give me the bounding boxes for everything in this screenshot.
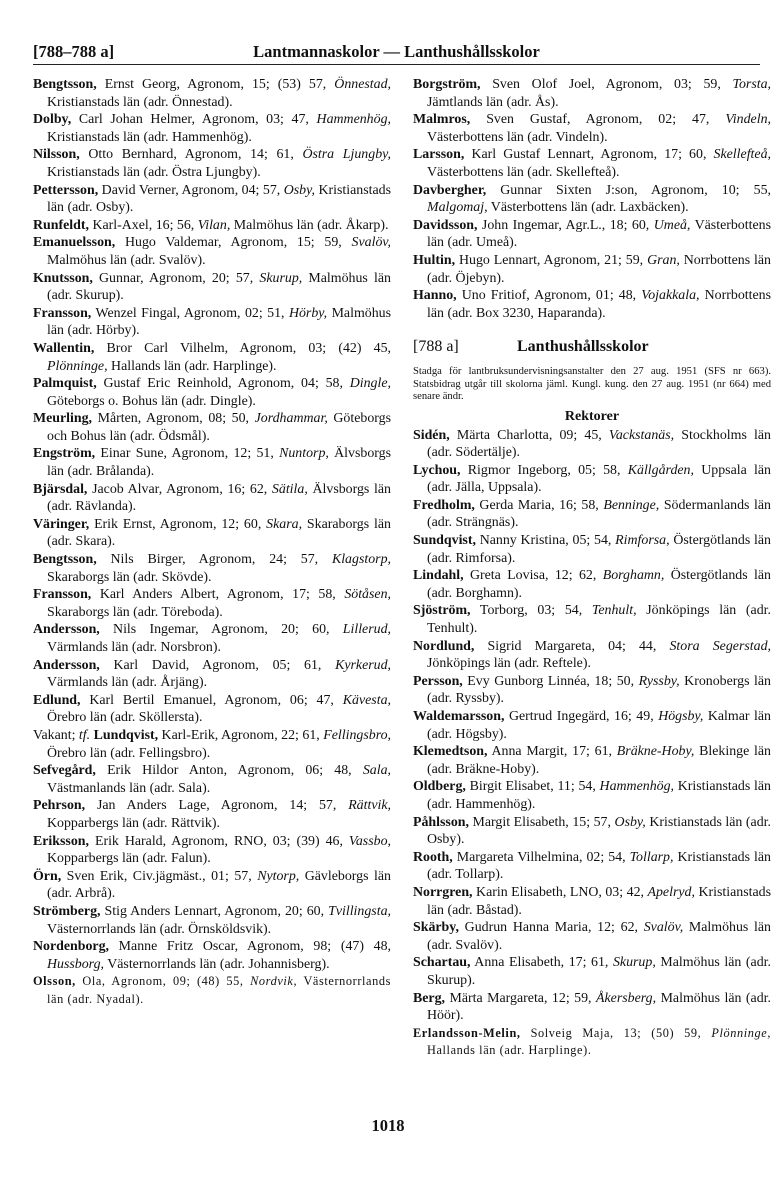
entry-place: Vassbo, bbox=[348, 833, 391, 849]
entry-address: Kopparbergs län (adr. Rättvik). bbox=[47, 815, 220, 831]
entry-details: Hugo Valdemar, Agronom, 15; 59, bbox=[115, 235, 352, 251]
entry-place: Tollarp, bbox=[629, 849, 674, 865]
entry-address: Malmöhus län (adr. Hörby). bbox=[47, 305, 391, 339]
entry-name: Bengtsson, bbox=[33, 77, 97, 92]
entry-place: Vackstanäs, bbox=[608, 427, 675, 443]
entry-name: Runfeldt, bbox=[33, 217, 89, 233]
entry-place: Tvillingsta, bbox=[328, 903, 391, 919]
list-item bbox=[33, 217, 391, 235]
list-item bbox=[33, 938, 391, 973]
entry-name: Edlund, bbox=[33, 692, 81, 708]
entry-address: Västernorrlands län (adr. Örnsköldsvik). bbox=[47, 921, 272, 937]
entry-name: Waldemarsson, bbox=[413, 709, 505, 725]
entry-name: Larsson, bbox=[413, 147, 465, 163]
entry-place: Fellingsbro, bbox=[323, 727, 392, 743]
entry-name: Oldberg, bbox=[413, 779, 466, 795]
entry-address: Kristianstads län (adr. Osby). bbox=[427, 814, 771, 848]
entry-address: Kristianstads län (adr. Hammenhög). bbox=[47, 129, 252, 145]
entry-name: Engström, bbox=[33, 446, 96, 462]
list-item bbox=[33, 76, 391, 111]
list-item bbox=[33, 586, 391, 621]
list-item bbox=[413, 217, 771, 252]
list-item bbox=[33, 973, 391, 1008]
list-item bbox=[33, 445, 391, 480]
entry-place: Nuntorp, bbox=[279, 446, 329, 462]
entry-details: Stig Anders Lennart, Agronom, 20; 60, bbox=[100, 903, 329, 919]
entry-address: Södermanlands län (adr. Strängnäs). bbox=[427, 497, 771, 531]
entry-name: Nordenborg, bbox=[33, 939, 110, 955]
entry-address: Jämtlands län (adr. Ås). bbox=[427, 94, 559, 110]
list-item bbox=[413, 111, 771, 146]
entry-details: Anna Elisabeth, 17; 61, bbox=[470, 955, 613, 971]
entry-place: Borghamn, bbox=[602, 568, 665, 584]
entry-details: Greta Lovisa, 12; 62, bbox=[463, 568, 603, 584]
entry-address: Värmlands län (adr. Norsbron). bbox=[47, 640, 221, 655]
entry-name: Fransson, bbox=[33, 587, 92, 603]
entry-address: Kristianstads län (adr. Osby). bbox=[47, 182, 391, 216]
list-item bbox=[413, 778, 771, 813]
entry-details: Einar Sune, Agronom, 12; 51, bbox=[95, 446, 280, 462]
entry-place: Nytorp, bbox=[257, 868, 300, 884]
entry-name: Malmros, bbox=[413, 112, 471, 128]
entry-name: Borgström, bbox=[413, 77, 481, 92]
list-item bbox=[413, 497, 771, 532]
list-item bbox=[33, 146, 391, 181]
entry-name: Schartau, bbox=[413, 955, 471, 971]
entry-details: Anna Margit, 17; 61, bbox=[487, 744, 617, 760]
entry-address: Malmöhus län (adr. Skurup). bbox=[47, 270, 391, 304]
entry-details: Torborg, 03; 54, bbox=[470, 603, 592, 619]
page-number: 1018 bbox=[371, 1116, 405, 1135]
entry-place: Svalöv, bbox=[351, 235, 391, 251]
left-column bbox=[33, 76, 391, 1008]
entry-place: Torsta, bbox=[732, 77, 771, 92]
entry-name: Skärby, bbox=[413, 920, 459, 936]
entry-details: David Verner, Agronom, 04; 57, bbox=[98, 182, 284, 198]
entry-details: Gunnar, Agronom, 20; 57, bbox=[92, 270, 260, 286]
entry-details: Evy Gunborg Linnéa, 18; 50, bbox=[462, 673, 639, 689]
entry-place: Stora Segerstad, bbox=[669, 638, 771, 654]
entry-name: Fransson, bbox=[33, 305, 92, 321]
entry-details: John Ingemar, Agr.L., 18; 60, bbox=[477, 217, 654, 233]
entry-name: Lychou, bbox=[413, 462, 461, 478]
list-item bbox=[413, 708, 771, 743]
entry-details: Carl Johan Helmer, Agronom, 03; 47, bbox=[71, 112, 317, 128]
right-column bbox=[413, 76, 771, 1060]
entry-place: Skara, bbox=[266, 516, 303, 532]
entry-address: Västerbottens län (adr. Skellefteå). bbox=[427, 164, 620, 180]
entry-details: Uno Fritiof, Agronom, 01; 48, bbox=[456, 288, 642, 304]
entry-address: Älvsborgs län (adr. Brålanda). bbox=[47, 446, 391, 480]
entry-name: Fredholm, bbox=[413, 497, 475, 513]
entry-name: Pettersson, bbox=[33, 182, 99, 198]
entry-place: Sala, bbox=[362, 763, 391, 779]
list-item bbox=[33, 270, 391, 305]
entry-place: Apelryd, bbox=[647, 884, 695, 900]
entry-name: Påhlsson, bbox=[413, 814, 469, 830]
entry-details: Ernst Georg, Agronom, 15; (53) 57, bbox=[96, 77, 335, 92]
entry-details: Märta Margareta, 12; 59, bbox=[445, 990, 597, 1006]
list-item bbox=[33, 551, 391, 586]
entry-place: Hörby, bbox=[288, 305, 328, 321]
entry-details: Solveig Maja, 13; (50) 59, bbox=[520, 1025, 712, 1040]
entry-name: Erlandsson-Melin, bbox=[413, 1025, 521, 1040]
entry-details: Karl-Erik, Agronom, 22; 61, bbox=[158, 727, 324, 743]
entry-address: Jönköpings län (adr. Reftele). bbox=[427, 656, 591, 672]
list-item bbox=[413, 182, 771, 217]
entry-place: Osby, bbox=[283, 182, 315, 198]
entry-address: Norrbottens län (adr. Öjebyn). bbox=[427, 252, 771, 286]
list-item bbox=[33, 375, 391, 410]
entry-place: Osby, bbox=[614, 814, 646, 830]
list-item bbox=[33, 833, 391, 868]
entry-place: Plönninge, bbox=[711, 1025, 771, 1040]
entry-details: Jacob Alvar, Agronom, 16; 62, bbox=[87, 481, 272, 497]
entry-address: Malmöhus län (adr. Åkarp). bbox=[230, 217, 389, 233]
entry-address: Hallands län (adr. Harplinge). bbox=[427, 1043, 592, 1058]
entry-address: Västerbottens län (adr. Vindeln). bbox=[427, 129, 608, 145]
entry-place: Umeå, bbox=[653, 217, 691, 233]
entry-place: Benninge, bbox=[603, 497, 660, 513]
entry-details: Jan Anders Lage, Agronom, 14; 57, bbox=[85, 798, 349, 814]
entry-address: Skaraborgs län (adr. Skara). bbox=[47, 516, 391, 550]
list-item bbox=[33, 234, 391, 269]
entry-place: Klagstorp, bbox=[331, 552, 391, 568]
entry-name: Nordlund, bbox=[413, 638, 475, 654]
entry-place: Källgården, bbox=[627, 462, 694, 478]
entry-address: Värmlands län (adr. Årjäng). bbox=[47, 675, 208, 691]
entry-details: Otto Bernhard, Agronom, 14; 61, bbox=[79, 147, 303, 163]
list-item bbox=[413, 462, 771, 497]
agronomist-list-continued bbox=[413, 76, 771, 322]
entry-details: Gudrun Hanna Maria, 12; 62, bbox=[458, 920, 644, 936]
entry-details: Hugo Lennart, Agronom, 21; 59, bbox=[455, 252, 648, 268]
entry-name: Lindahl, bbox=[413, 568, 464, 584]
entry-name: Hanno, bbox=[413, 288, 457, 304]
entry-place: Östra Ljungby, bbox=[302, 147, 392, 163]
entry-details: Erik Ernst, Agronom, 12; 60, bbox=[89, 516, 267, 532]
entry-name: Nilsson, bbox=[33, 147, 80, 163]
entry-name: Davbergher, bbox=[413, 182, 487, 198]
entry-prefix: Vakant; bbox=[33, 727, 79, 743]
entry-details: Karl-Axel, 16; 56, bbox=[88, 217, 198, 233]
entry-details: Margareta Vilhelmina, 02; 54, bbox=[452, 849, 630, 865]
entry-address: Gävleborgs län (adr. Arbrå). bbox=[47, 868, 391, 902]
entry-name: Lundqvist, bbox=[90, 727, 159, 743]
entry-name: Rooth, bbox=[413, 849, 453, 865]
list-item bbox=[33, 305, 391, 340]
entry-details: Sven Gustaf, Agronom, 02; 47, bbox=[470, 112, 726, 128]
list-item bbox=[33, 410, 391, 445]
list-item bbox=[413, 743, 771, 778]
entry-place: Dingle, bbox=[349, 376, 391, 392]
entry-prefix-italic: tf. bbox=[78, 727, 91, 743]
entry-address: Kristianstads län (adr. Önnestad). bbox=[47, 94, 233, 110]
entry-address: Kristianstads län (adr. Hammenhög). bbox=[427, 779, 771, 812]
entry-address: Västernorrlands län (adr. Johannisberg). bbox=[104, 956, 330, 972]
entry-details: Gustaf Eric Reinhold, Agronom, 04; 58, bbox=[96, 376, 350, 392]
entry-details: Ola, Agronom, 09; (48) 55, bbox=[75, 974, 251, 989]
entry-details: Märta Charlotta, 09; 45, bbox=[449, 427, 609, 443]
entry-details: Karl David, Agronom, 05; 61, bbox=[99, 657, 336, 673]
entry-place: Vilan, bbox=[197, 217, 231, 233]
list-item bbox=[413, 814, 771, 849]
entry-details: Sven Olof Joel, Agronom, 03; 59, bbox=[480, 77, 733, 92]
entry-details: Bror Carl Vilhelm, Agronom, 03; (42) 45, bbox=[94, 340, 391, 356]
entry-place: Sötåsen, bbox=[344, 587, 391, 603]
entry-address: Norrbottens län (adr. Box 3230, Haparanda). bbox=[427, 288, 772, 321]
entry-name: Persson, bbox=[413, 673, 463, 689]
entry-name: Örn, bbox=[33, 868, 62, 884]
entry-name: Meurling, bbox=[33, 411, 93, 427]
entry-name: Palmquist, bbox=[33, 376, 97, 392]
rektorer-heading: Rektorer bbox=[564, 408, 620, 424]
entry-place: Önnestad, bbox=[334, 77, 391, 92]
entry-address: Älvsborgs län (adr. Rävlanda). bbox=[47, 481, 391, 515]
list-item bbox=[33, 340, 391, 375]
entry-name: Sefvegård, bbox=[33, 763, 96, 779]
entry-place: Vojakkala, bbox=[641, 288, 700, 304]
entry-address: Malmöhus län (adr. Svalöv). bbox=[427, 920, 771, 953]
list-item bbox=[33, 621, 391, 656]
entry-place: Tenhult, bbox=[591, 603, 637, 619]
entry-place: Rättvik, bbox=[348, 798, 391, 814]
entry-details: Birgit Elisabet, 11; 54, bbox=[465, 779, 600, 795]
entry-address: Malmöhus län (adr. Höör). bbox=[427, 990, 771, 1024]
entry-name: Bengtsson, bbox=[33, 552, 97, 568]
entry-name: Strömberg, bbox=[33, 903, 101, 919]
entry-place: Svalöv, bbox=[643, 920, 684, 936]
entry-place: Bräkne-Hoby, bbox=[616, 744, 695, 760]
entry-details: Karl Bertil Emanuel, Agronom, 06; 47, bbox=[80, 692, 343, 708]
entry-address: Hallands län (adr. Harplinge). bbox=[107, 358, 277, 374]
entry-details: Rigmor Ingeborg, 05; 58, bbox=[460, 462, 628, 478]
list-item bbox=[413, 427, 771, 462]
section-number: [788 a] bbox=[413, 338, 459, 356]
entry-name: Sidén, bbox=[413, 427, 450, 443]
entry-place: Jordhammar, bbox=[254, 411, 328, 427]
list-item bbox=[413, 146, 771, 181]
entry-place: Hammenhög, bbox=[599, 779, 675, 795]
entry-details: Nanny Kristina, 05; 54, bbox=[475, 533, 616, 549]
entry-address: Kopparbergs län (adr. Falun). bbox=[47, 851, 211, 867]
entry-name: Emanuelsson, bbox=[33, 235, 116, 251]
entry-details: Sven Erik, Civ.jägmäst., 01; 57, bbox=[61, 868, 258, 884]
entry-address: Örebro län (adr. Fellingsbro). bbox=[47, 745, 211, 761]
entry-place: Plönninge, bbox=[47, 358, 108, 374]
entry-place: Hussborg, bbox=[47, 956, 104, 972]
entry-name: Sundqvist, bbox=[413, 533, 476, 549]
entry-name: Sjöström, bbox=[413, 603, 471, 619]
entry-details: Karin Elisabeth, LNO, 03; 42, bbox=[472, 884, 648, 900]
entry-place: Högsby, bbox=[658, 709, 704, 725]
entry-place: Skurup, bbox=[259, 270, 303, 286]
section-note: Stadga för lantbruksundervisningsanstalter den 27 aug. 1951 (SFS nr 663). Statsbidrag utgår till skolorna jäml. Kungl. kung. den 27 aug. 1951 (nr 664) med senare ändr. bbox=[413, 366, 771, 402]
entry-address: Malmöhus län (adr. Skurup). bbox=[427, 955, 771, 988]
section-title: Lanthushållsskolor bbox=[517, 338, 649, 356]
list-item bbox=[33, 182, 391, 217]
entry-address: Skaraborgs län (adr. Skövde). bbox=[47, 569, 212, 585]
entry-place: Lillerud, bbox=[342, 622, 391, 638]
section-heading bbox=[413, 336, 771, 360]
list-item bbox=[413, 287, 771, 322]
entry-details: Manne Fritz Oscar, Agronom, 98; (47) 48, bbox=[109, 939, 391, 955]
entry-name: Wallentin, bbox=[33, 340, 95, 356]
list-item bbox=[413, 252, 771, 287]
entry-place: Hammenhög, bbox=[316, 112, 391, 128]
list-item bbox=[413, 1025, 771, 1060]
entry-name: Knutsson, bbox=[33, 270, 93, 286]
entry-details: Gunnar Sixten J:son, Agronom, 10; 55, bbox=[486, 182, 771, 198]
entry-place: Kävesta, bbox=[342, 692, 391, 708]
entry-address: Jönköpings län (adr. Tenhult). bbox=[427, 603, 771, 637]
list-item bbox=[413, 990, 771, 1025]
entry-address: Kronobergs län (adr. Ryssby). bbox=[427, 673, 771, 707]
entry-details: Mårten, Agronom, 08; 50, bbox=[92, 411, 255, 427]
list-item bbox=[33, 481, 391, 516]
entry-address: Kristianstads län (adr. Östra Ljungby). bbox=[47, 164, 261, 180]
page-header bbox=[33, 40, 760, 65]
list-item bbox=[33, 516, 391, 551]
entry-place: Åkersberg, bbox=[596, 990, 657, 1006]
entry-address: Västernorrlands län (adr. Nyadal). bbox=[47, 974, 391, 1006]
entry-address: Stockholms län (adr. Södertälje). bbox=[427, 427, 771, 461]
entry-details: Nils Ingemar, Agronom, 20; 60, bbox=[99, 622, 343, 638]
list-item bbox=[413, 884, 771, 919]
list-item bbox=[413, 567, 771, 602]
rektorer-list bbox=[413, 427, 771, 1060]
entry-address: Malmöhus län (adr. Svalöv). bbox=[47, 252, 206, 268]
list-item bbox=[413, 638, 771, 673]
list-item bbox=[33, 797, 391, 832]
entry-place: Ryssby, bbox=[638, 673, 680, 689]
entry-details: Nils Birger, Agronom, 24; 57, bbox=[96, 552, 332, 568]
entry-name: Andersson, bbox=[33, 622, 100, 638]
entry-details: Erik Hildor Anton, Agronom, 06; 48, bbox=[95, 763, 363, 779]
entry-details: Karl Anders Albert, Agronom, 17; 58, bbox=[91, 587, 345, 603]
entry-address: Uppsala län (adr. Jälla, Uppsala). bbox=[427, 462, 771, 496]
entry-place: Rimforsa, bbox=[615, 533, 670, 549]
running-title: Lantmannaskolor — Lanthushållsskolor bbox=[253, 42, 540, 61]
page-reference: [788–788 a] bbox=[33, 42, 115, 61]
entry-address: Göteborgs och Bohus län (adr. Ödsmål). bbox=[47, 411, 391, 444]
agronomist-list bbox=[33, 76, 391, 1008]
list-item bbox=[413, 532, 771, 567]
entry-place: Vindeln, bbox=[725, 112, 771, 128]
entry-name: Eriksson, bbox=[33, 833, 89, 849]
entry-place: Malgomaj, bbox=[427, 200, 488, 216]
entry-place: Gran, bbox=[647, 252, 680, 268]
entry-name: Davidsson, bbox=[413, 217, 478, 233]
list-item bbox=[33, 657, 391, 692]
entry-name: Olsson, bbox=[33, 974, 76, 989]
entry-name: Pehrson, bbox=[33, 798, 86, 814]
list-item bbox=[33, 762, 391, 797]
entry-address: Östergötlands län (adr. Borghamn). bbox=[427, 568, 771, 601]
entry-name: Andersson, bbox=[33, 657, 100, 673]
entry-address: Kalmar län (adr. Högsby). bbox=[427, 709, 771, 742]
entry-place: Nordvik, bbox=[250, 974, 298, 989]
entry-details: Karl Gustaf Lennart, Agronom, 17; 60, bbox=[464, 147, 714, 163]
entry-place: Skurup, bbox=[612, 955, 656, 971]
entry-address: Skaraborgs län (adr. Töreboda). bbox=[47, 604, 223, 620]
list-item bbox=[413, 602, 771, 637]
entry-details: Wenzel Fingal, Agronom, 02; 51, bbox=[91, 305, 289, 321]
list-item bbox=[33, 111, 391, 146]
entry-address: Örebro län (adr. Sköllersta). bbox=[47, 710, 203, 726]
entry-address: Västerbottens län (adr. Umeå). bbox=[427, 217, 771, 251]
entry-name: Väringer, bbox=[33, 516, 90, 532]
entry-details: Sigrid Margareta, 04; 44, bbox=[474, 638, 670, 654]
list-item bbox=[413, 919, 771, 954]
entry-name: Norrgren, bbox=[413, 884, 473, 900]
entry-details: Erik Harald, Agronom, RNO, 03; (39) 46, bbox=[88, 833, 349, 849]
list-item bbox=[33, 868, 391, 903]
entry-place: Skellefteå, bbox=[713, 147, 771, 163]
entry-name: Dolby, bbox=[33, 112, 72, 128]
entry-name: Berg, bbox=[413, 990, 446, 1006]
entry-name: Klemedtson, bbox=[413, 744, 488, 760]
entry-place: Kyrkerud, bbox=[335, 657, 391, 673]
entry-details: Margit Elisabeth, 15; 57, bbox=[468, 814, 615, 830]
list-item bbox=[33, 903, 391, 938]
entry-address: Göteborgs o. Bohus län (adr. Dingle). bbox=[47, 393, 256, 409]
entry-address: Kristianstads län (adr. Tollarp). bbox=[427, 849, 771, 883]
entry-address: Blekinge län (adr. Bräkne-Hoby). bbox=[427, 744, 771, 777]
entry-name: Bjärsdal, bbox=[33, 481, 88, 497]
entry-address: Kristianstads län (adr. Båstad). bbox=[427, 884, 771, 918]
entry-details: Gertrud Ingegärd, 16; 49, bbox=[504, 709, 659, 725]
entry-address: Västerbottens län (adr. Laxbäcken). bbox=[487, 200, 689, 216]
entry-details: Gerda Maria, 16; 58, bbox=[474, 497, 604, 513]
list-item bbox=[413, 954, 771, 989]
list-item bbox=[413, 849, 771, 884]
entry-address: Östergötlands län (adr. Rimforsa). bbox=[427, 533, 771, 566]
entry-name: Hultin, bbox=[413, 252, 456, 268]
entry-place: Sätila, bbox=[271, 481, 308, 497]
list-item bbox=[33, 727, 391, 762]
list-item bbox=[413, 76, 771, 111]
entry-address: Västmanlands län (adr. Sala). bbox=[47, 780, 211, 796]
list-item bbox=[413, 673, 771, 708]
list-item bbox=[33, 692, 391, 727]
